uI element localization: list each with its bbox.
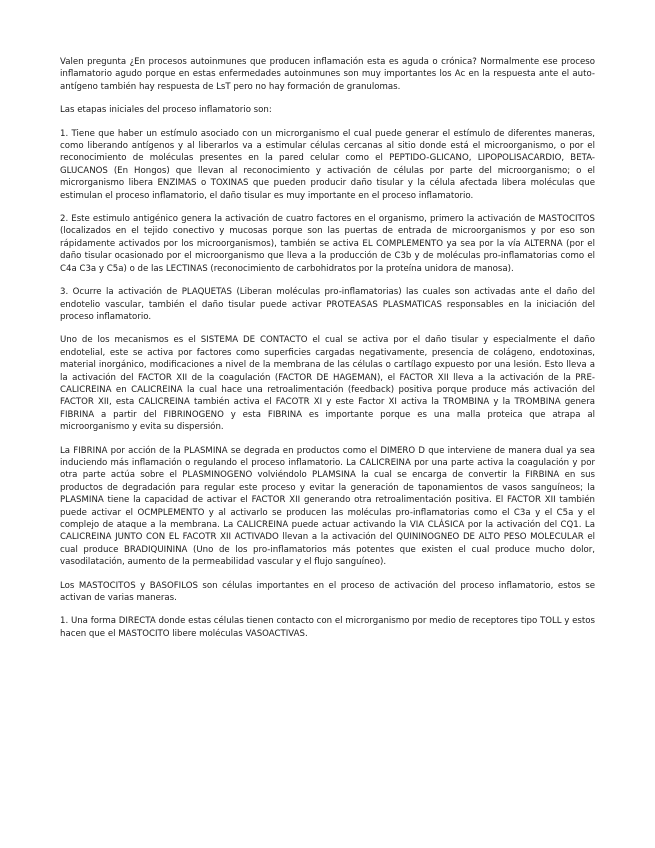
paragraph-initial-stages-heading: Las etapas iniciales del proceso inflamatorio son: [60, 105, 272, 116]
document-body [60, 56, 595, 651]
paragraph-mastocytes-basophils: Los MASTOCITOS y BASOFILOS son células importantes en el proceso de activación del proceso inflamatorio, estos se activan de varias maneras. [60, 580, 595, 604]
paragraph-stage-3: 3. Ocurre la activación de PLAQUETAS (Liberan moléculas pro-inflamatorias) las cuales son activadas ante el daño del endotelio vascular, también el daño tisular puede activar PROTEASAS PLASMATICAS responsables en la iniciación del proceso inflamatorio. [60, 287, 595, 322]
paragraph-autoimmune-question: Valen pregunta ¿En procesos autoinmunes que producen inflamación esta es aguda o crónica? Normalmente ese proceso inflamatorio agudo porque en estas enfermedades autoinmunes son muy importantes los Ac en la respuesta ante el auto-antígeno también hay respuesta de LsT pero no hay formación de granulomas. [60, 57, 595, 92]
paragraph-stage-2: 2. Este estimulo antigénico genera la activación de cuatro factores en el organismo, primero la activación de MASTOCITOS (localizados en el tejido conectivo y mucosas porque son las puertas de entrada de microorganismos y por eso son rápidamente activados por los microorganismos), también se activa EL COMPLEMENTO ya sea por la vía ALTERNA (por el daño tisular ocasionado por el microorganismo que lleva a la producción de C3b y de moléculas pro-inflamatorias como el C4a C3a y C5a) o de las LECTINAS (reconocimiento de carbohidratos por la proteína unidora de manosa). [60, 214, 595, 274]
paragraph-fibrin-plasmin: La FIBRINA por acción de la PLASMINA se degrada en productos como el DIMERO D que interviene de manera dual ya sea induciendo más inflamación o regulando el proceso inflamatorio. La CALICREINA por una parte activa la coagulación y por otra parte actúa sobre el PLASMINOGENO volviéndolo PLAMSINA la cual se encarga de convertir la FIRBINA en sus productos de degradación para regular este proceso y evitar la generación de taponamientos de vasos sanguíneos; la PLASMINA tiene la capacidad de activar el FACTOR XII generando otra retroalimentación positiva. El FACTOR XII también puede activar el OCMPLEMENTO y al activarlo se producen las moléculas pro-inflamatorias como el C3a y el C5a y el complejo de ataque a la membrana. La CALICREINA puede actuar activando la VIA CLÁSICA por la activación del CQ1. La CALICREINA JUNTO CON EL FACOTR XII ACTIVADO llevan a la activación del QUININOGNEO DE ALTO PESO MOLECULAR el cual produce BRADIQUININA (Uno de los pro-inflamatorios más potentes que existen el cual produce mucho dolor, vasodilatación, aumento de la permeabilidad vascular y el flujo sanguíneo). [60, 445, 595, 568]
paragraph-stage-1: 1. Tiene que haber un estímulo asociado con un microrganismo el cual puede generar el estímulo de diferentes maneras, como liberando antígenos y al liberarlos va a estimular células cercanas al sitio donde está el microorganismo, o por el reconocimiento de moléculas presentes en la pared celular como el PEPTIDO-GLICANO, LIPOPOLISACARDIO, BETA-GLUCANOS (En Hongos) que llevan al reconocimiento y activación de células por parte del microorganismo; o el microrganismo libera ENZIMAS o TOXINAS que pueden producir daño tisular y la célula afectada libera moléculas que estimulan el proceso inflamatorio, el daño tisular es muy importante en el proceso inflamatorio. [60, 128, 595, 201]
paragraph-contact-system: Uno de los mecanismos es el SISTEMA DE CONTACTO el cual se activa por el daño tisular y especialmente el daño endotelial, este se activa por factores como superficies cargadas negativamente, presencia de colágeno, endotoxinas, material inorgánico, modificaciones a nivel de la membrana de las células o cartílago expuesto por una lesión. Esto lleva a la activación del FACTOR XII de la coagulación (FACTOR DE HAGEMAN), el FACTOR XII lleva a la activación de la PRE-CALICREINA en CALICREINA la cual hace una retroalimentación (feedback) positiva porque produce más activación del FACTOR XII, esta CALICREINA también activa el FACOTR XI y este Factor XI activa la TROMBINA y la TROMBINA genera FIBRINA a partir del FIBRINOGENO y esta FIBRINA es importante porque es una malla proteica que atrapa al microorganismo y evita su dispersión. [60, 335, 595, 433]
paragraph-direct-activation: 1. Una forma DIRECTA donde estas células tienen contacto con el microrganismo por medio de receptores tipo TOLL y estos hacen que el MASTOCITO libere moléculas VASOACTIVAS. [60, 616, 595, 639]
